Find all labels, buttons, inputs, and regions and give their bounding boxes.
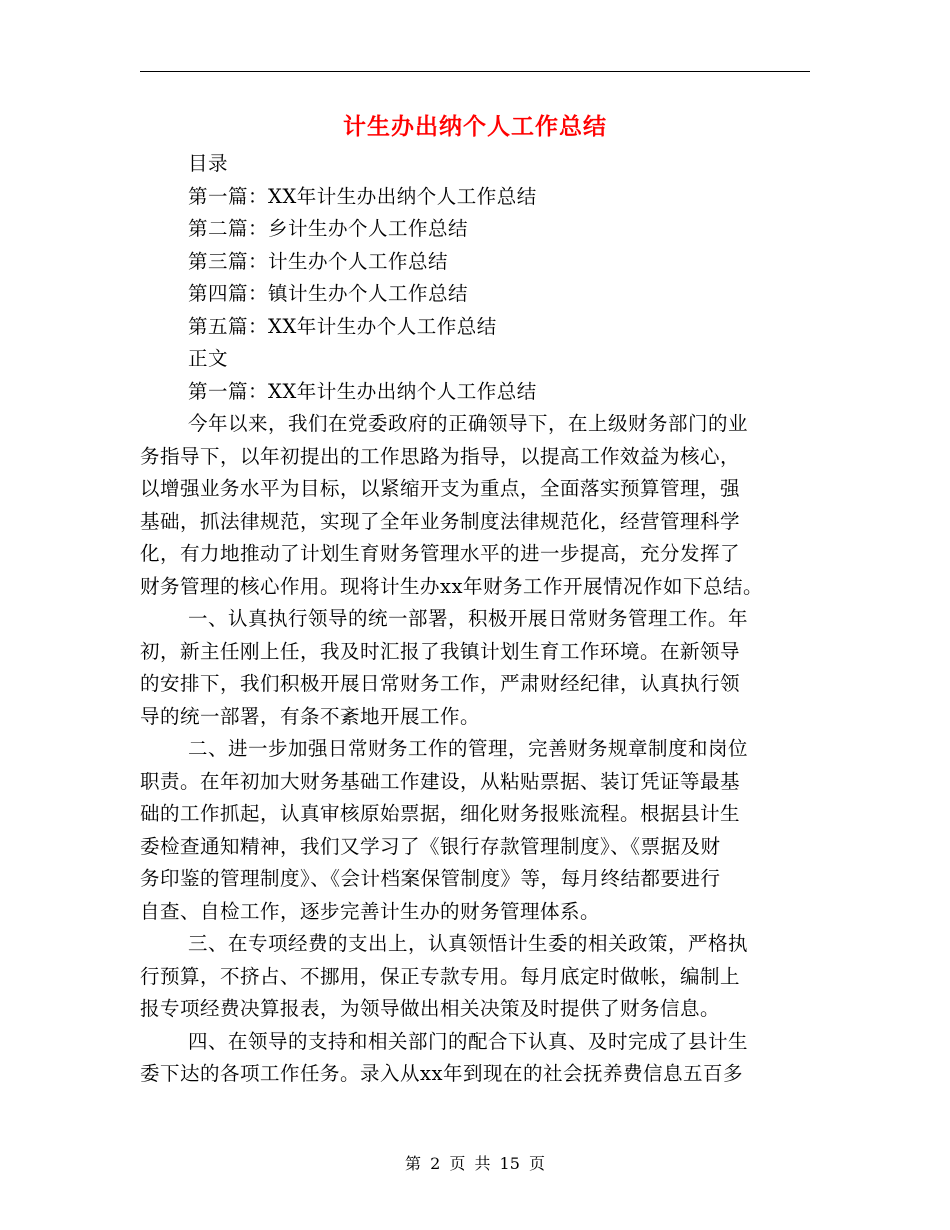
text-line: 第五篇：XX年计生办个人工作总结 <box>188 314 497 338</box>
header-rule <box>140 71 810 72</box>
text-line: 委检查通知精神，我们又学习了《银行存款管理制度》、《票据及财 <box>140 834 721 858</box>
text-line: 初，新主任刚上任，我及时汇报了我镇计划生育工作环境。在新领导 <box>140 639 741 663</box>
text-line: 二、进一步加强日常财务工作的管理，完善财务规章制度和岗位 <box>188 737 749 760</box>
text-line: 财务管理的核心作用。现将计生办xx年财务工作开展情况作如下总结。 <box>140 574 763 598</box>
document-body <box>140 148 812 1091</box>
text-line: 化，有力地推动了计划生育财务管理水平的进一步提高，充分发挥了 <box>140 542 741 565</box>
text-line: 的安排下，我们积极开展日常财务工作，严肃财经纪律，认真执行领 <box>140 672 741 695</box>
text-line: 基础，抓法律规范，实现了全年业务制度法律规范化，经营管理科学 <box>140 509 741 533</box>
text-line: 第一篇：XX年计生办出纳个人工作总结 <box>188 379 537 403</box>
text-line: 四、在领导的支持和相关部门的配合下认真、及时完成了县计生 <box>188 1029 749 1053</box>
page-number-footer: 第 2 页 共 15 页 <box>405 1154 545 1173</box>
text-line: 目录 <box>188 152 229 175</box>
text-line: 委下达的各项工作任务。录入从xx年到现在的社会抚养费信息五百多 <box>140 1062 743 1085</box>
text-line: 三、在专项经费的支出上，认真领悟计生委的相关政策，严格执 <box>188 932 749 955</box>
document-title: 计生办出纳个人工作总结 <box>343 113 607 140</box>
text-line: 第三篇：计生办个人工作总结 <box>188 249 449 273</box>
text-line: 自查、自检工作，逐步完善计生办的财务管理体系。 <box>140 899 601 923</box>
text-line: 第四篇：镇计生办个人工作总结 <box>188 282 469 305</box>
text-line: 行预算，不挤占、不挪用，保正专款专用。每月底定时做帐，编制上 <box>140 964 741 988</box>
text-line: 第一篇：XX年计生办出纳个人工作总结 <box>188 184 537 208</box>
text-line: 务指导下，以年初提出的工作思路为指导，以提高工作效益为核心， <box>140 444 741 468</box>
text-line: 职责。在年初加大财务基础工作建设，从粘贴票据、装订凭证等最基 <box>140 769 741 793</box>
text-line: 导的统一部署，有条不紊地开展工作。 <box>140 704 481 728</box>
text-line: 今年以来，我们在党委政府的正确领导下，在上级财务部门的业 <box>188 412 749 435</box>
text-line: 第二篇：乡计生办个人工作总结 <box>188 217 469 240</box>
text-line: 正文 <box>188 347 229 370</box>
text-line: 务印鉴的管理制度》、《会计档案保管制度》等，每月终结都要进行 <box>140 867 721 890</box>
text-line: 一、认真执行领导的统一部署，积极开展日常财务管理工作。年 <box>188 607 749 630</box>
text-line: 报专项经费决算报表，为领导做出相关决策及时提供了财务信息。 <box>140 997 721 1020</box>
text-line: 以增强业务水平为目标，以紧缩开支为重点，全面落实预算管理，强 <box>140 477 741 500</box>
text-line: 础的工作抓起，认真审核原始票据，细化财务报账流程。根据县计生 <box>140 802 741 825</box>
